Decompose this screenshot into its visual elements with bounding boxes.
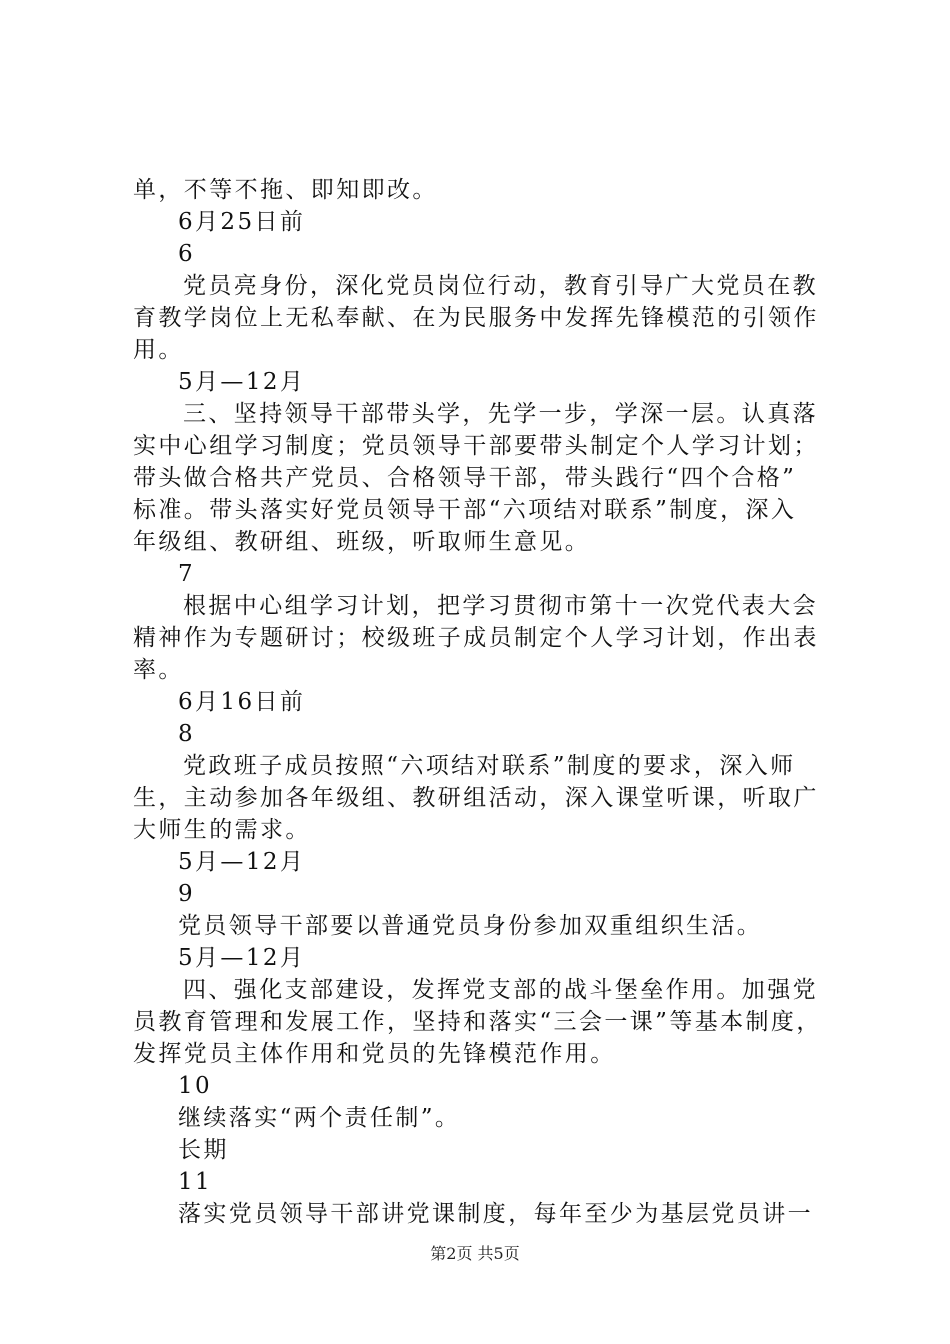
text-line: 发挥党员主体作用和党员的先锋模范作用。 <box>133 1041 616 1067</box>
text-line: 精神作为专题研讨；校级班子成员制定个人学习计划，作出表 <box>133 625 819 651</box>
item-number: 10 <box>178 1073 213 1099</box>
text-line: 继续落实“两个责任制”。 <box>178 1105 461 1131</box>
text-line: 党员领导干部要以普通党员身份参加双重组织生活。 <box>178 913 763 939</box>
text-line: 生，主动参加各年级组、教研组活动，深入课堂听课，听取广 <box>133 785 819 811</box>
text-line: 标准。带头落实好党员领导干部“六项结对联系”制度，深入 <box>133 497 797 523</box>
text-line: 年级组、教研组、班级，听取师生意见。 <box>133 529 591 555</box>
date-line: 长期 <box>178 1137 229 1163</box>
section-heading-line: 三、坚持领导干部带头学，先学一步，学深一层。认真落 <box>183 401 818 427</box>
date-line: 5月—12月 <box>178 849 306 875</box>
item-number: 6 <box>178 241 196 267</box>
item-number: 7 <box>178 561 196 587</box>
page-number-label: 第2页 共5页 <box>430 1244 520 1263</box>
text-line: 党员亮身份，深化党员岗位行动，教育引导广大党员在教 <box>183 273 818 299</box>
date-line: 6月25日前 <box>178 209 306 235</box>
date-line: 5月—12月 <box>178 945 306 971</box>
section-heading-line: 四、强化支部建设，发挥党支部的战斗堡垒作用。加强党 <box>183 977 818 1003</box>
text-line: 用。 <box>133 337 184 363</box>
item-number: 8 <box>178 721 196 747</box>
text-line: 落实党员领导干部讲党课制度，每年至少为基层党员讲一 <box>178 1201 813 1227</box>
date-line: 6月16日前 <box>178 689 306 715</box>
text-line: 员教育管理和发展工作，坚持和落实“三会一课”等基本制度， <box>133 1009 822 1035</box>
item-number: 11 <box>178 1169 213 1195</box>
text-line: 率。 <box>133 657 184 683</box>
text-line: 大师生的需求。 <box>133 817 311 843</box>
text-line: 党政班子成员按照“六项结对联系”制度的要求，深入师 <box>183 753 796 779</box>
text-line: 实中心组学习制度；党员领导干部要带头制定个人学习计划； <box>133 433 819 459</box>
text-line: 单，不等不拖、即知即改。 <box>133 177 438 203</box>
date-line: 5月—12月 <box>178 369 306 395</box>
item-number: 9 <box>178 881 196 907</box>
text-line: 根据中心组学习计划，把学习贯彻市第十一次党代表大会 <box>183 593 818 619</box>
document-body <box>133 174 833 1230</box>
text-line: 育教学岗位上无私奉献、在为民服务中发挥先锋模范的引领作 <box>133 305 819 331</box>
page-footer <box>0 1244 950 1264</box>
text-line: 带头做合格共产党员、合格领导干部，带头践行“四个合格” <box>133 465 797 491</box>
